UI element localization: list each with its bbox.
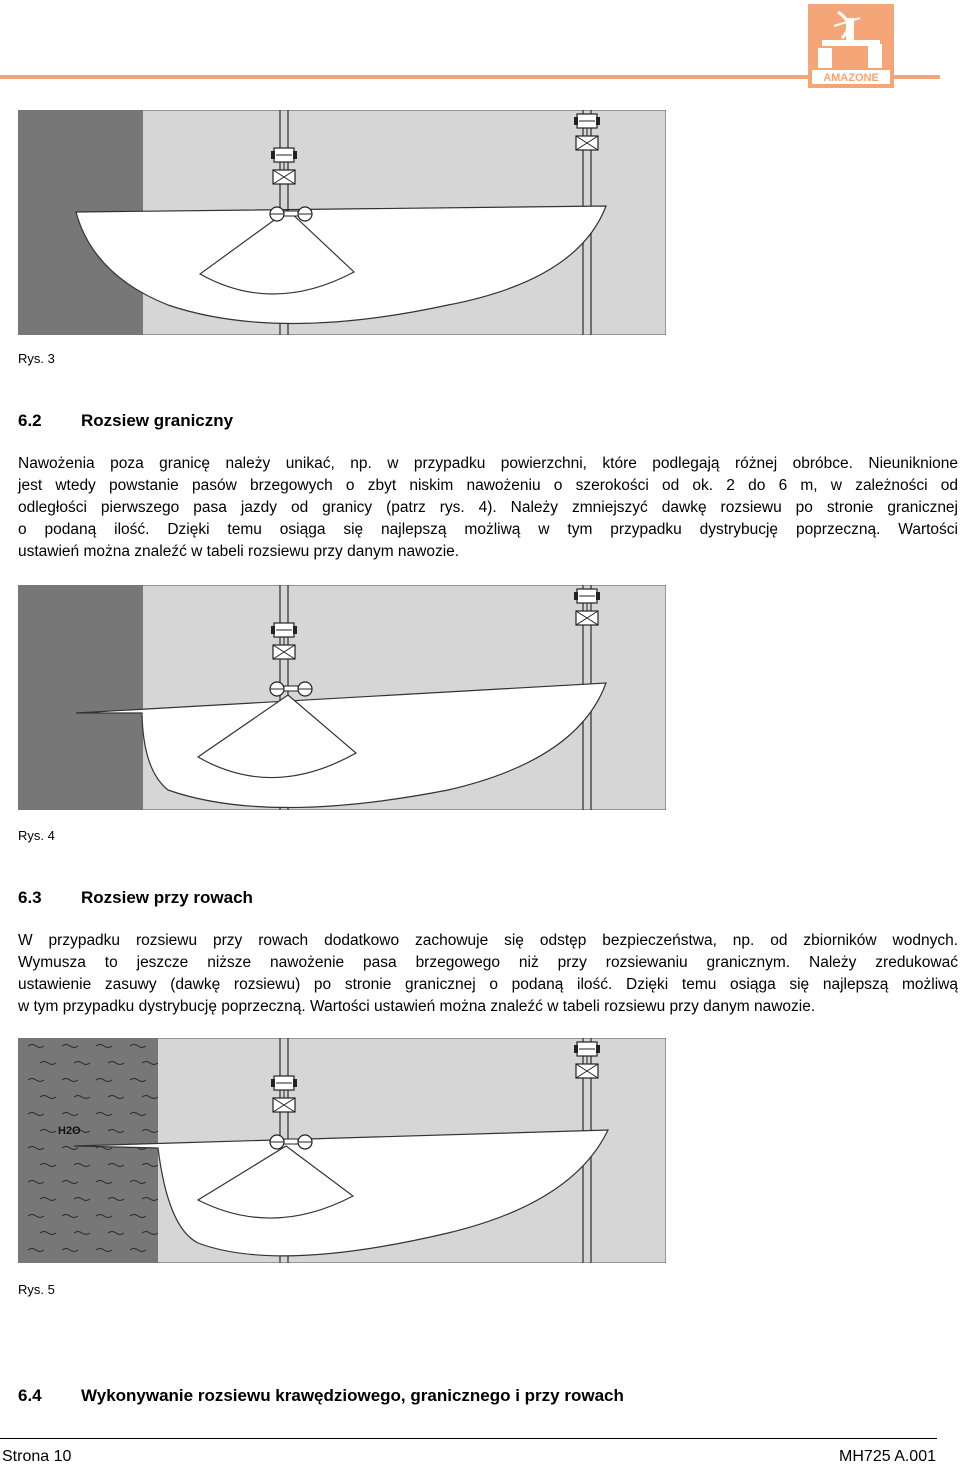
water-label: H2O xyxy=(58,1125,81,1137)
section-number: 6.2 xyxy=(18,411,42,430)
section-paragraph xyxy=(18,453,958,563)
page-number: Strona 10 xyxy=(2,1448,72,1465)
figure-caption: Rys. 5 xyxy=(18,1282,55,1297)
section-title: Wykonywanie rozsiewu krawędziowego, granicznego i przy rowach xyxy=(81,1386,624,1405)
section-heading xyxy=(18,1386,918,1408)
paragraph-line: W przypadku rozsiewu przy rowach dodatkowo zachowuje się odstęp bezpieczeństwa, np. od zbiorników wodnych. xyxy=(18,932,958,949)
document-code: MH725 A.001 xyxy=(839,1448,936,1465)
spreading-diagram xyxy=(18,585,666,810)
paragraph-line: odległości pierwszego pasa jazdy od granicy (patrz rys. 4). Należy zmniejszyć dawkę rozsiewu po stronie granicznej xyxy=(18,499,958,516)
paragraph-line: w tym przypadku dystrybucję poprzeczną. Wartości ustawień można znaleźć w tabeli rozsiewu przy danym nawozie. xyxy=(18,998,816,1015)
figure-caption: Rys. 3 xyxy=(18,351,55,366)
section-title: Rozsiew przy rowach xyxy=(81,888,253,907)
water-area xyxy=(18,1038,158,1263)
neighbour-field-strip xyxy=(18,585,143,810)
paragraph-line: ustawienie zasuwy (dawkę rozsiewu) po stronie granicznej o podaną ilość. Dzięki temu osiąga się najlepszą możliwą xyxy=(18,976,958,993)
section-number: 6.4 xyxy=(18,1386,42,1405)
logo-text: AMAZONE xyxy=(823,72,879,84)
paragraph-line: Nawożenia poza granicę należy unikać, np. w przypadku powierzchni, które podlegają różnej obróbce. Nieuniknione xyxy=(18,455,958,472)
section-heading xyxy=(18,888,918,910)
amazone-logo xyxy=(808,4,894,88)
header-rule xyxy=(0,75,940,79)
figure-rys-3 xyxy=(18,110,666,335)
paragraph-line: jest wtedy powstanie pasów brzegowych o zbyt niskim nawożeniu o szerokości od ok. 2 do 6 m, w zależności od xyxy=(18,477,958,494)
section-number: 6.3 xyxy=(18,888,42,907)
figure-rys-5 xyxy=(18,1038,666,1263)
figure-caption: Rys. 4 xyxy=(18,828,55,843)
section-title: Rozsiew graniczny xyxy=(81,411,234,430)
spreading-diagram xyxy=(18,1038,666,1263)
paragraph-line: o podaną ilość. Dzięki temu osiąga się najlepszą możliwą w tym przypadku dystrybucję poprzeczną. Wartości xyxy=(18,521,958,538)
spreading-diagram xyxy=(18,110,666,335)
section-heading xyxy=(18,411,918,433)
figure-rys-4 xyxy=(18,585,666,810)
footer-rule xyxy=(0,1438,937,1439)
section-paragraph xyxy=(18,930,958,1018)
paragraph-line: ustawień można znaleźć w tabeli rozsiewu przy danym nawozie. xyxy=(18,543,460,560)
paragraph-line: Wymusza to jeszcze niższe nawożenie pasa brzegowego niż przy rozsiewaniu granicznym. Należy zredukować xyxy=(18,954,958,971)
